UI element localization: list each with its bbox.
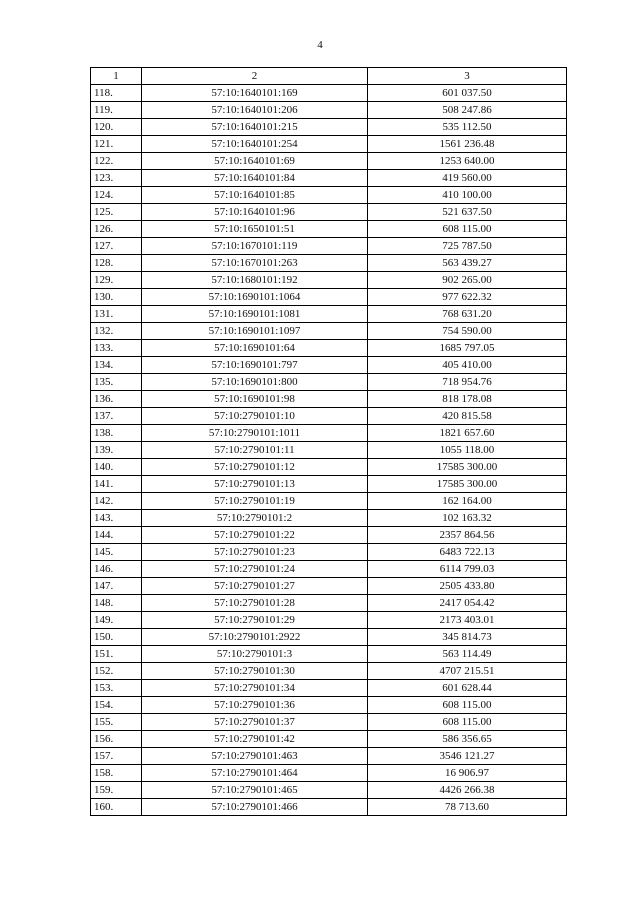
page-number: 4	[317, 39, 323, 51]
cadastral-value: 768 631.20	[368, 306, 567, 323]
cadastral-value: 608 115.00	[368, 221, 567, 238]
cadastral-value: 162 164.00	[368, 493, 567, 510]
cadastral-value: 410 100.00	[368, 187, 567, 204]
cadastral-value: 2417 054.42	[368, 595, 567, 612]
cadastral-value: 419 560.00	[368, 170, 567, 187]
cadastral-number: 57:10:2790101:2922	[142, 629, 368, 646]
table-row	[91, 646, 567, 663]
cadastral-number: 57:10:2790101:22	[142, 527, 368, 544]
cadastral-number: 57:10:2790101:1011	[142, 425, 368, 442]
table-row	[91, 493, 567, 510]
table-row	[91, 272, 567, 289]
table-row	[91, 544, 567, 561]
cadastral-number: 57:10:1670101:263	[142, 255, 368, 272]
row-number: 125.	[91, 204, 142, 221]
cadastral-number: 57:10:2790101:42	[142, 731, 368, 748]
table-row	[91, 714, 567, 731]
row-number: 119.	[91, 102, 142, 119]
cadastral-number: 57:10:2790101:30	[142, 663, 368, 680]
cadastral-number: 57:10:2790101:11	[142, 442, 368, 459]
table-row	[91, 306, 567, 323]
row-number: 124.	[91, 187, 142, 204]
cadastral-number: 57:10:1640101:206	[142, 102, 368, 119]
row-number: 147.	[91, 578, 142, 595]
cadastral-value: 608 115.00	[368, 714, 567, 731]
row-number: 146.	[91, 561, 142, 578]
cadastral-number: 57:10:1690101:797	[142, 357, 368, 374]
cadastral-value: 725 787.50	[368, 238, 567, 255]
cadastral-number: 57:10:1690101:1097	[142, 323, 368, 340]
row-number: 142.	[91, 493, 142, 510]
cadastral-value: 902 265.00	[368, 272, 567, 289]
cadastral-value: 754 590.00	[368, 323, 567, 340]
table-row	[91, 748, 567, 765]
row-number: 123.	[91, 170, 142, 187]
row-number: 127.	[91, 238, 142, 255]
table-body	[91, 68, 567, 816]
row-number: 156.	[91, 731, 142, 748]
cadastral-number: 57:10:2790101:466	[142, 799, 368, 816]
row-number: 121.	[91, 136, 142, 153]
cadastral-table	[90, 67, 567, 816]
row-number: 129.	[91, 272, 142, 289]
cadastral-number: 57:10:1690101:1081	[142, 306, 368, 323]
cadastral-number: 57:10:1690101:64	[142, 340, 368, 357]
table-row	[91, 731, 567, 748]
column-header-1: 1	[91, 68, 142, 85]
cadastral-number: 57:10:1640101:84	[142, 170, 368, 187]
table-header-row	[91, 68, 567, 85]
table-row	[91, 782, 567, 799]
row-number: 154.	[91, 697, 142, 714]
table-row	[91, 221, 567, 238]
table-row	[91, 442, 567, 459]
row-number: 141.	[91, 476, 142, 493]
cadastral-number: 57:10:2790101:13	[142, 476, 368, 493]
row-number: 140.	[91, 459, 142, 476]
row-number: 137.	[91, 408, 142, 425]
table-row	[91, 578, 567, 595]
cadastral-number: 57:10:2790101:2	[142, 510, 368, 527]
table-row	[91, 663, 567, 680]
cadastral-number: 57:10:2790101:464	[142, 765, 368, 782]
table-row	[91, 612, 567, 629]
row-number: 160.	[91, 799, 142, 816]
row-number: 157.	[91, 748, 142, 765]
row-number: 149.	[91, 612, 142, 629]
cadastral-value: 563 439.27	[368, 255, 567, 272]
cadastral-value: 6114 799.03	[368, 561, 567, 578]
cadastral-number: 57:10:1640101:85	[142, 187, 368, 204]
row-number: 145.	[91, 544, 142, 561]
cadastral-number: 57:10:2790101:28	[142, 595, 368, 612]
cadastral-value: 2357 864.56	[368, 527, 567, 544]
table-row	[91, 255, 567, 272]
cadastral-number: 57:10:1640101:215	[142, 119, 368, 136]
cadastral-value: 977 622.32	[368, 289, 567, 306]
cadastral-number: 57:10:2790101:19	[142, 493, 368, 510]
cadastral-number: 57:10:1640101:254	[142, 136, 368, 153]
row-number: 143.	[91, 510, 142, 527]
cadastral-value: 78 713.60	[368, 799, 567, 816]
cadastral-value: 4707 215.51	[368, 663, 567, 680]
cadastral-number: 57:10:2790101:463	[142, 748, 368, 765]
cadastral-value: 3546 121.27	[368, 748, 567, 765]
table-row	[91, 357, 567, 374]
cadastral-value: 2173 403.01	[368, 612, 567, 629]
table-row	[91, 136, 567, 153]
table-row	[91, 289, 567, 306]
table-row	[91, 629, 567, 646]
cadastral-value: 1561 236.48	[368, 136, 567, 153]
table-row	[91, 799, 567, 816]
table-row	[91, 595, 567, 612]
row-number: 158.	[91, 765, 142, 782]
row-number: 150.	[91, 629, 142, 646]
row-number: 120.	[91, 119, 142, 136]
table-row	[91, 85, 567, 102]
table-row	[91, 119, 567, 136]
cadastral-value: 818 178.08	[368, 391, 567, 408]
cadastral-number: 57:10:2790101:23	[142, 544, 368, 561]
cadastral-number: 57:10:2790101:12	[142, 459, 368, 476]
row-number: 138.	[91, 425, 142, 442]
cadastral-value: 601 628.44	[368, 680, 567, 697]
cadastral-value: 17585 300.00	[368, 459, 567, 476]
cadastral-number: 57:10:1640101:96	[142, 204, 368, 221]
cadastral-number: 57:10:2790101:27	[142, 578, 368, 595]
row-number: 122.	[91, 153, 142, 170]
row-number: 130.	[91, 289, 142, 306]
cadastral-number: 57:10:2790101:465	[142, 782, 368, 799]
table-row	[91, 476, 567, 493]
cadastral-number: 57:10:1690101:1064	[142, 289, 368, 306]
cadastral-value: 1253 640.00	[368, 153, 567, 170]
table-row	[91, 102, 567, 119]
table-row	[91, 765, 567, 782]
cadastral-number: 57:10:1640101:69	[142, 153, 368, 170]
cadastral-value: 405 410.00	[368, 357, 567, 374]
cadastral-value: 102 163.32	[368, 510, 567, 527]
cadastral-value: 718 954.76	[368, 374, 567, 391]
cadastral-value: 4426 266.38	[368, 782, 567, 799]
cadastral-value: 1055 118.00	[368, 442, 567, 459]
table-row	[91, 425, 567, 442]
row-number: 136.	[91, 391, 142, 408]
cadastral-value: 1685 797.05	[368, 340, 567, 357]
table-row	[91, 323, 567, 340]
table-row	[91, 408, 567, 425]
table-row	[91, 170, 567, 187]
table-row	[91, 340, 567, 357]
row-number: 153.	[91, 680, 142, 697]
table-row	[91, 187, 567, 204]
cadastral-number: 57:10:2790101:24	[142, 561, 368, 578]
cadastral-number: 57:10:2790101:10	[142, 408, 368, 425]
row-number: 148.	[91, 595, 142, 612]
cadastral-number: 57:10:2790101:36	[142, 697, 368, 714]
cadastral-number: 57:10:1690101:98	[142, 391, 368, 408]
row-number: 131.	[91, 306, 142, 323]
row-number: 133.	[91, 340, 142, 357]
row-number: 126.	[91, 221, 142, 238]
table-row	[91, 238, 567, 255]
cadastral-value: 586 356.65	[368, 731, 567, 748]
cadastral-value: 508 247.86	[368, 102, 567, 119]
cadastral-value: 1821 657.60	[368, 425, 567, 442]
row-number: 151.	[91, 646, 142, 663]
cadastral-value: 521 637.50	[368, 204, 567, 221]
row-number: 128.	[91, 255, 142, 272]
row-number: 152.	[91, 663, 142, 680]
column-header-3: 3	[368, 68, 567, 85]
cadastral-value: 17585 300.00	[368, 476, 567, 493]
cadastral-number: 57:10:2790101:3	[142, 646, 368, 663]
table-row	[91, 561, 567, 578]
cadastral-value: 535 112.50	[368, 119, 567, 136]
table-row	[91, 391, 567, 408]
cadastral-number: 57:10:1690101:800	[142, 374, 368, 391]
cadastral-value: 563 114.49	[368, 646, 567, 663]
row-number: 118.	[91, 85, 142, 102]
table-row	[91, 697, 567, 714]
row-number: 135.	[91, 374, 142, 391]
cadastral-value: 2505 433.80	[368, 578, 567, 595]
cadastral-value: 601 037.50	[368, 85, 567, 102]
table-row	[91, 680, 567, 697]
cadastral-value: 345 814.73	[368, 629, 567, 646]
cadastral-value: 6483 722.13	[368, 544, 567, 561]
table-row	[91, 527, 567, 544]
row-number: 155.	[91, 714, 142, 731]
cadastral-number: 57:10:1670101:119	[142, 238, 368, 255]
row-number: 159.	[91, 782, 142, 799]
cadastral-value: 608 115.00	[368, 697, 567, 714]
table-row	[91, 510, 567, 527]
row-number: 132.	[91, 323, 142, 340]
cadastral-number: 57:10:1650101:51	[142, 221, 368, 238]
table-row	[91, 204, 567, 221]
cadastral-number: 57:10:2790101:37	[142, 714, 368, 731]
column-header-2: 2	[142, 68, 368, 85]
cadastral-value: 420 815.58	[368, 408, 567, 425]
row-number: 134.	[91, 357, 142, 374]
cadastral-number: 57:10:1640101:169	[142, 85, 368, 102]
table-row	[91, 153, 567, 170]
cadastral-number: 57:10:2790101:29	[142, 612, 368, 629]
table-row	[91, 459, 567, 476]
table-row	[91, 374, 567, 391]
cadastral-value: 16 906.97	[368, 765, 567, 782]
cadastral-number: 57:10:1680101:192	[142, 272, 368, 289]
row-number: 139.	[91, 442, 142, 459]
row-number: 144.	[91, 527, 142, 544]
cadastral-number: 57:10:2790101:34	[142, 680, 368, 697]
